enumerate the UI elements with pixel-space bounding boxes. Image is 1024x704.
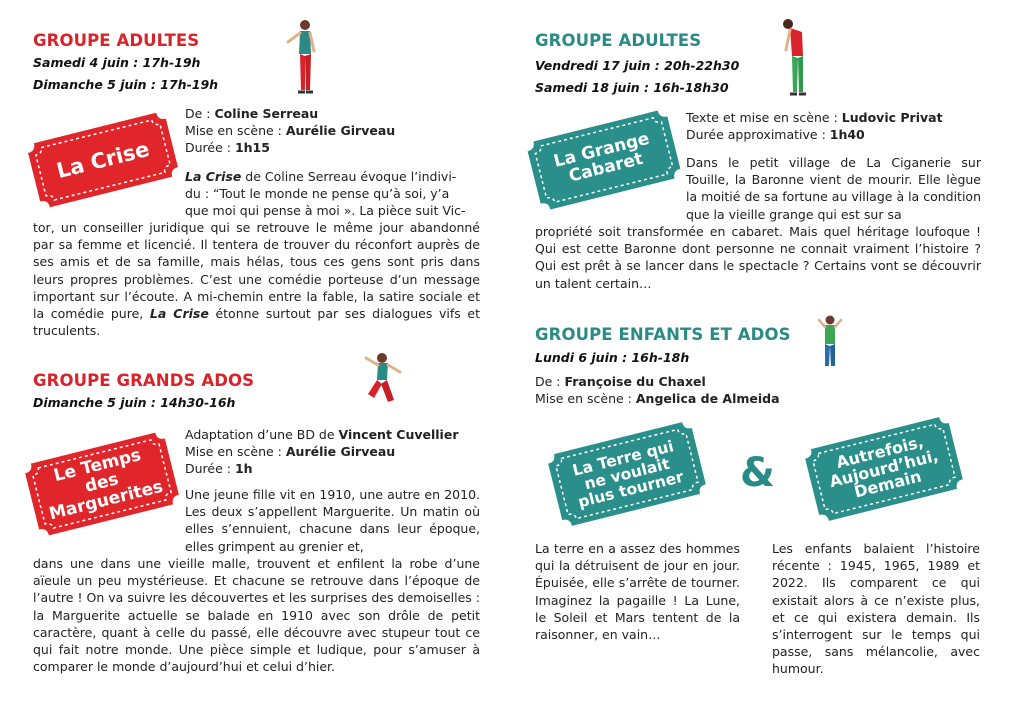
credit-label: Mise en scène : — [185, 444, 286, 459]
credit-label: Durée : — [185, 461, 235, 476]
synopsis-la-crise-rest — [33, 219, 480, 339]
credit-label: Durée : — [185, 140, 235, 155]
credit-value: 1h15 — [234, 140, 270, 155]
synopsis-text: étonne surtout par ses dialogues vifs et truculents. — [33, 306, 481, 339]
credit-label: Mise en scène : — [185, 123, 286, 138]
credit-label: Durée approximative : — [686, 127, 830, 142]
synopsis-text: de Coline Serreau évoque l’indivi- — [241, 169, 457, 184]
date-grands-ados: Dimanche 5 juin : 14h30-16h — [33, 395, 236, 410]
credit-label: Texte et mise en scène : — [686, 110, 842, 125]
credit-value: 1h40 — [829, 127, 865, 142]
actor-figure-kid — [815, 314, 845, 372]
credits-enfants — [535, 373, 855, 407]
synopsis-la-crise-intro — [185, 168, 480, 220]
synopsis-le-temps-rest: dans une dans une vieille malle, trouvent et enfilent la robe d’une aïeule un peu mystérieuse. Et chacune se retrouve dans l’époque de l’autre ! On va suivre les découvertes et les surprises des demoiselles : la Marguerite actuelle se balade en 1910 avec son drôle de petit caractère, quant à celle du passé, elle découvre avec stupeur tout ce qui fait notre monde. Une pièce simple et ludique, pour s’amuser à comparer le monde d’aujourd’hui et celui d’hier. — [33, 556, 480, 675]
credit-value: Vincent Cuvellier — [338, 427, 459, 442]
credit-value: Coline Serreau — [214, 106, 319, 121]
credit-value: 1h — [234, 461, 253, 476]
ticket-la-crise — [22, 105, 184, 215]
actor-figure-standing — [283, 18, 323, 96]
credit-label: De : — [535, 374, 565, 389]
synopsis-text: tor, un conseiller juridique qui se retrouve le même jour abandonné par sa femme et licencié. Il tentera de trouver du réconfort auprès de ses amis et de sa famille, mais hélas, tous ces gens sont pris dans leurs propres problèmes. C’est une comédie porteuse d’un message important sur l’écoute. A mi-chemin entre la fable, la satire sociale et la comédie pure, — [33, 220, 480, 322]
actor-figure-jumping — [360, 350, 406, 410]
date-adultes-right-1: Vendredi 17 juin : 20h-22h30 — [535, 58, 740, 73]
credit-value: Angelica de Almeida — [635, 391, 780, 406]
ticket-la-crise-label: La Crise — [54, 136, 152, 184]
synopsis-la-grange-intro: Dans le petit village de La Ciganerie sur Touille, la Baronne vient de mourir. Elle lègue la moitié de sa fortune au village à la condition que la vieille grange qui est sur sa — [686, 155, 981, 222]
ticket-autrefois-label: Autrefois, Aujourd’hui, Demain — [827, 431, 941, 502]
ticket-autrefois — [800, 410, 968, 528]
heading-adultes-right: GROUPE ADULTES — [535, 31, 702, 50]
ticket-la-terre — [543, 415, 711, 533]
ticket-le-temps-label: Le Temps des Marguerites — [47, 445, 166, 525]
synopsis-text: que moi qui pense à moi ». La pièce suit Vic- — [185, 203, 466, 219]
actor-figure-bowing — [776, 16, 816, 98]
credit-value: Aurélie Girveau — [285, 444, 396, 459]
ampersand: & — [740, 450, 775, 496]
heading-adultes-left: GROUPE ADULTES — [33, 31, 200, 50]
credit-value: Françoise du Chaxel — [564, 374, 706, 389]
synopsis-autrefois: Les enfants balaient l’histoire récente : 1945, 1965, 1989 et 2022. Ils comparent ce qui existait alors à ce n’existe plus, et ce qui existera demain. Ils s’interrogent sur le temps qui passe, sans mélancolie, avec humour. — [772, 541, 980, 677]
date-adultes-left-1: Samedi 4 juin : 17h-19h — [33, 55, 201, 70]
synopsis-la-terre: La terre en a assez des hommes qui la détruisent de jour en jour. Épuisée, elle s’arrête de tourner. Imaginez la pagaille ! La Lune, le Soleil et Mars tentent de la raisonner, en vain… — [535, 541, 740, 643]
credit-label: Adaptation d’une BD de — [185, 427, 339, 442]
credits-le-temps — [185, 426, 485, 477]
ticket-le-temps-des-marguerites — [20, 425, 184, 543]
heading-grands-ados: GROUPE GRANDS ADOS — [33, 371, 255, 390]
heading-enfants-ados: GROUPE ENFANTS ET ADOS — [535, 325, 791, 344]
date-adultes-left-2: Dimanche 5 juin : 17h-19h — [33, 77, 219, 92]
synopsis-le-temps-intro: Une jeune fille vit en 1910, une autre en 2010. Les deux s’appellent Marguerite. Un matin où elles s’ennuient, chacune dans leur époque, elles grimpent au grenier et, — [185, 487, 480, 554]
credits-la-grange — [686, 109, 986, 143]
credits-la-crise — [185, 105, 485, 156]
date-adultes-right-2: Samedi 18 juin : 16h-18h30 — [535, 80, 729, 95]
ticket-la-grange-cabaret — [522, 105, 686, 215]
credit-label: De : — [185, 106, 215, 121]
date-enfants-ados: Lundi 6 juin : 16h-18h — [535, 350, 690, 365]
synopsis-la-grange-rest: propriété soit transformée en cabaret. Mais quel héritage loufoque ! Qui est cette Baronne dont personne ne connait vraiment l’histoire ? Qui est prêt à se lancer dans le spectacle ? Certains vont se découvrir un talent certain… — [535, 224, 981, 291]
credit-value: Aurélie Girveau — [285, 123, 396, 138]
credit-value: Ludovic Privat — [841, 110, 943, 125]
credit-label: Mise en scène : — [535, 391, 636, 406]
title-inline: La Crise — [149, 306, 209, 322]
title-inline: La Crise — [185, 169, 242, 184]
synopsis-text: du : “Tout le monde ne pense qu’à soi, y’a — [185, 186, 450, 202]
ticket-la-grange-label: La Grange Cabaret — [551, 128, 652, 187]
ticket-la-terre-label: La Terre qui ne voulait plus tourner — [570, 436, 686, 512]
